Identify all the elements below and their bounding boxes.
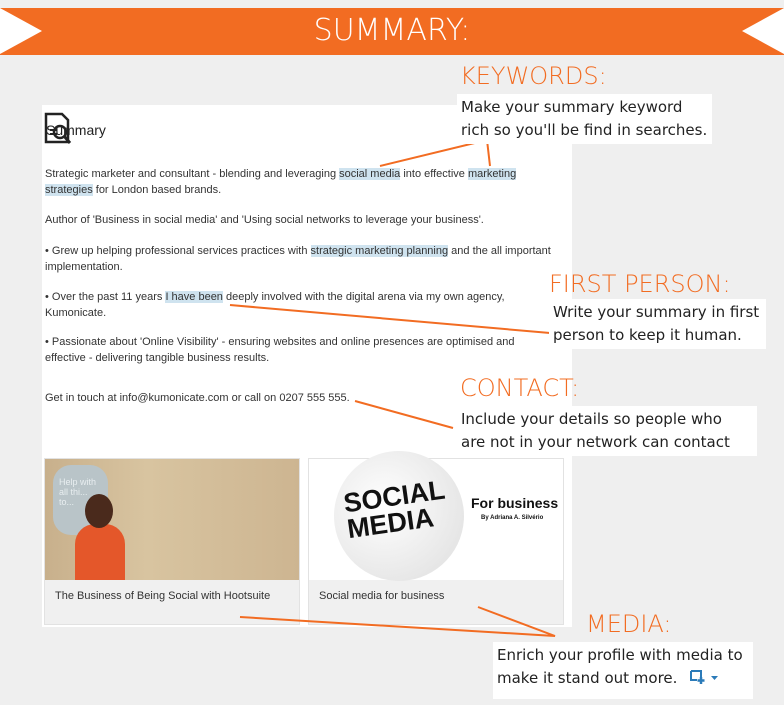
summary-title: Summary bbox=[46, 122, 106, 138]
contact-callout: Include your details so people who are not in your network can contact bbox=[457, 406, 757, 456]
media-caption: Social media for business bbox=[319, 590, 445, 602]
media-thumbnail: SOCIAL MEDIA For business By Adriana A. Silvério bbox=[309, 459, 563, 580]
media-caption: The Business of Being Social with Hootsuite bbox=[55, 590, 271, 602]
contact-line: Get in touch at info@kumonicate.com or call on 0207 555 555. bbox=[45, 392, 350, 404]
summary-paragraph: Author of 'Business in social media' and 'Using social networks to leverage your business'. bbox=[45, 214, 484, 226]
add-media-icon[interactable] bbox=[690, 670, 724, 684]
keywords-callout: Make your summary keyword rich so you'll be find in searches. bbox=[457, 94, 712, 144]
summary-paragraph: • Passionate about 'Online Visibility' - ensuring websites and online presences are optimised and effective - delivering tangible business results. bbox=[45, 336, 515, 364]
contact-heading: CONTACT: bbox=[460, 374, 580, 402]
banner-title: SUMMARY: bbox=[313, 13, 471, 48]
media-thumbnail: Help with all thi... to... bbox=[45, 459, 299, 580]
summary-paragraph: Strategic marketer and consultant - blending and leveraging social media into effective marketing strategies for London based brands. bbox=[45, 168, 517, 196]
media-callout: Enrich your profile with media to make it stand out more. bbox=[493, 642, 753, 699]
summary-paragraph: • Grew up helping professional services practices with strategic marketing planning and the all important implementation. bbox=[45, 245, 551, 273]
first-person-heading: FIRST PERSON: bbox=[549, 270, 731, 298]
first-person-callout: Write your summary in first person to keep it human. bbox=[549, 299, 766, 349]
media-heading: MEDIA: bbox=[586, 610, 672, 638]
keywords-heading: KEYWORDS: bbox=[460, 62, 607, 90]
summary-paragraph: • Over the past 11 years I have been deeply involved with the digital arena via my own agency, Kumonicate. bbox=[45, 291, 505, 319]
